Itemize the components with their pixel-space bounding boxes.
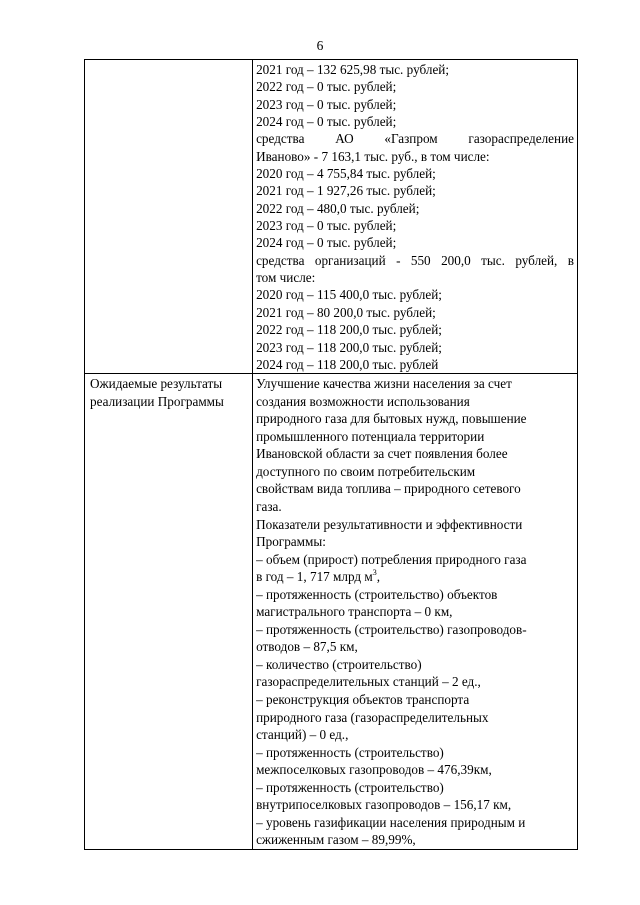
funding-line: 2021 год – 1 927,26 тыс. рублей; xyxy=(256,183,436,199)
results-line: Программы: xyxy=(256,534,326,550)
results-line: – уровень газификации населения природным и xyxy=(256,814,526,830)
table-row-funding xyxy=(85,60,578,374)
results-line: создания возможности использования xyxy=(256,393,470,409)
results-line: Улучшение качества жизни населения за счет xyxy=(256,376,512,392)
results-line: – протяженность (строительство) газопроводов- xyxy=(256,621,527,637)
gas-volume-line xyxy=(256,568,574,586)
funding-line: том числе: xyxy=(256,270,316,286)
funding-value-cell xyxy=(253,60,578,374)
results-line: внутрипоселковых газопроводов – 156,17 км, xyxy=(256,797,512,813)
results-line: – протяженность (строительство) xyxy=(256,779,444,795)
funding-line: 2024 год – 0 тыс. рублей; xyxy=(256,235,397,251)
expected-results-value-cell xyxy=(253,374,578,850)
expected-results-label-cell xyxy=(85,374,253,850)
results-line: природного газа для бытовых нужд, повышение xyxy=(256,411,527,427)
funding-line: 2022 год – 118 200,0 тыс. рублей; xyxy=(256,322,442,338)
funding-label-cell xyxy=(85,60,253,374)
results-line: газа. xyxy=(256,499,282,515)
results-line: природного газа (газораспределительных xyxy=(256,709,489,725)
results-line: – количество (строительство) xyxy=(256,656,422,672)
funding-line: 2022 год – 480,0 тыс. рублей; xyxy=(256,200,420,216)
results-line: межпоселковых газопроводов – 476,39км, xyxy=(256,762,492,778)
results-line: – реконструкция объектов транспорта xyxy=(256,692,470,708)
gas-volume-text: в год – 1, 717 млрд м xyxy=(256,569,373,585)
results-line: газораспределительных станций – 2 ед., xyxy=(256,674,481,690)
funding-line: 2020 год – 115 400,0 тыс. рублей; xyxy=(256,287,442,303)
table-row-expected-results xyxy=(85,374,578,850)
funding-line: Иваново» - 7 163,1 тыс. руб., в том числе: xyxy=(256,148,490,164)
results-line: свойствам вида топлива – природного сетевого xyxy=(256,481,521,497)
funding-line: 2024 год – 118 200,0 тыс. рублей xyxy=(256,356,439,372)
funding-line: 2023 год – 0 тыс. рублей; xyxy=(256,96,397,112)
results-line: Показатели результативности и эффективности xyxy=(256,516,523,532)
funding-line: 2021 год – 80 200,0 тыс. рублей; xyxy=(256,304,436,320)
results-line: станций) – 0 ед., xyxy=(256,727,349,743)
cubic-superscript: 3 xyxy=(372,568,377,578)
results-line: – протяженность (строительство) объектов xyxy=(256,586,498,602)
gas-volume-suffix: , xyxy=(376,569,381,585)
results-line: отводов – 87,5 км, xyxy=(256,639,358,655)
funding-line: 2022 год – 0 тыс. рублей; xyxy=(256,79,397,95)
funding-line: 2020 год – 4 755,84 тыс. рублей; xyxy=(256,166,436,182)
results-line: сжиженным газом – 89,99%, xyxy=(256,832,416,848)
results-line: – протяженность (строительство) xyxy=(256,744,444,760)
funding-line: 2023 год – 118 200,0 тыс. рублей; xyxy=(256,339,442,355)
funding-line: 2023 год – 0 тыс. рублей; xyxy=(256,218,397,234)
page-number: 6 xyxy=(316,38,324,53)
funding-line: средства организаций - 550 200,0 тыс. рублей, в xyxy=(256,252,574,268)
expected-results-label: реализации Программы xyxy=(90,393,224,409)
funding-line: 2021 год – 132 625,98 тыс. рублей; xyxy=(256,62,450,77)
program-passport-table xyxy=(84,59,578,850)
funding-line: 2024 год – 0 тыс. рублей; xyxy=(256,114,397,130)
results-line: промышленного потенциала территории xyxy=(256,428,485,444)
results-line: Ивановской области за счет появления более xyxy=(256,446,508,462)
results-line: магистрального транспорта – 0 км, xyxy=(256,604,453,620)
funding-line: средства АО «Газпром газораспределение xyxy=(256,131,574,147)
results-line: – объем (прирост) потребления природного газа xyxy=(256,551,527,567)
results-line: доступного по своим потребительским xyxy=(256,463,476,479)
expected-results-label: Ожидаемые результаты xyxy=(90,376,223,392)
